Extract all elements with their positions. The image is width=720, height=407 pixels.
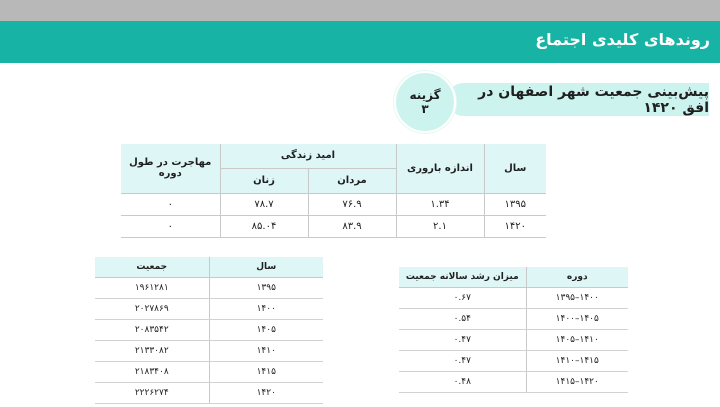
- header-year: سال: [209, 257, 323, 278]
- header-migration: مهاجرت در طول دوره: [121, 144, 220, 193]
- cell-year: ۱۳۹۵: [484, 193, 546, 215]
- option-badge: [394, 71, 456, 133]
- top-strip: [0, 0, 720, 21]
- cell-year: ۱۴۰۰: [209, 299, 323, 320]
- cell-women: ۸۵.۰۴: [220, 215, 308, 237]
- header-fertility: اندازه باروری: [396, 144, 484, 193]
- cell-population: ۲۲۲۶۲۷۴: [95, 383, 209, 404]
- cell-fertility: ۲.۱: [396, 215, 484, 237]
- header-life-expectancy: امید زندگی: [220, 144, 396, 168]
- cell-men: ۷۶.۹: [308, 193, 396, 215]
- cell-population: ۲۱۸۳۴۰۸: [95, 362, 209, 383]
- header-men: مردان: [308, 168, 396, 193]
- cell-growth-rate: ۰.۶۷: [399, 288, 526, 309]
- cell-growth-rate: ۰.۴۸: [399, 372, 526, 393]
- header-population: جمعیت: [95, 257, 209, 278]
- cell-population: ۲۰۲۷۸۶۹: [95, 299, 209, 320]
- cell-period: ۱۴۱۵–۱۴۱۰: [526, 351, 628, 372]
- table-row: [399, 309, 628, 330]
- cell-migration: ۰: [121, 215, 220, 237]
- cell-growth-rate: ۰.۴۷: [399, 351, 526, 372]
- option-label: گزینه: [409, 88, 441, 102]
- growth-rate-table: [399, 267, 628, 393]
- table-row: [95, 299, 323, 320]
- header-women: زنان: [220, 168, 308, 193]
- cell-population: ۲۰۸۳۵۴۲: [95, 320, 209, 341]
- cell-migration: ۰: [121, 193, 220, 215]
- cell-period: ۱۴۲۰–۱۴۱۵: [526, 372, 628, 393]
- cell-period: ۱۴۰۰–۱۳۹۵: [526, 288, 628, 309]
- cell-fertility: ۱.۳۴: [396, 193, 484, 215]
- cell-year: ۱۴۲۰: [484, 215, 546, 237]
- table-row: [95, 278, 323, 299]
- table-row: [95, 362, 323, 383]
- cell-growth-rate: ۰.۴۷: [399, 330, 526, 351]
- table-row: [121, 215, 546, 237]
- cell-year: ۱۴۱۵: [209, 362, 323, 383]
- table-row: [95, 320, 323, 341]
- table-row: [95, 383, 323, 404]
- page-title: روندهای کلیدی اجتماع: [535, 30, 710, 49]
- header-year: سال: [484, 144, 546, 193]
- header-growth-rate: میزان رشد سالانه جمعیت: [399, 267, 526, 288]
- header-bar: [0, 21, 720, 63]
- table-row: [399, 372, 628, 393]
- subtitle-banner: [447, 83, 709, 116]
- cell-year: ۱۴۰۵: [209, 320, 323, 341]
- table-row: [95, 341, 323, 362]
- cell-period: ۱۴۱۰–۱۴۰۵: [526, 330, 628, 351]
- cell-year: ۱۴۲۰: [209, 383, 323, 404]
- table-row: [399, 330, 628, 351]
- table-row: [399, 351, 628, 372]
- scenario-table: [121, 144, 546, 238]
- header-period: دوره: [526, 267, 628, 288]
- population-table: [95, 257, 323, 404]
- cell-population: ۲۱۳۳۰۸۲: [95, 341, 209, 362]
- cell-year: ۱۴۱۰: [209, 341, 323, 362]
- option-number: ۳: [421, 102, 429, 116]
- cell-women: ۷۸.۷: [220, 193, 308, 215]
- table-row: [121, 193, 546, 215]
- cell-men: ۸۳.۹: [308, 215, 396, 237]
- cell-period: ۱۴۰۵–۱۴۰۰: [526, 309, 628, 330]
- table-row: [399, 288, 628, 309]
- cell-population: ۱۹۶۱۲۸۱: [95, 278, 209, 299]
- cell-year: ۱۳۹۵: [209, 278, 323, 299]
- subtitle-text: پیش‌بینی جمعیت شهر اصفهان در افق ۱۴۲۰: [478, 83, 709, 116]
- cell-growth-rate: ۰.۵۴: [399, 309, 526, 330]
